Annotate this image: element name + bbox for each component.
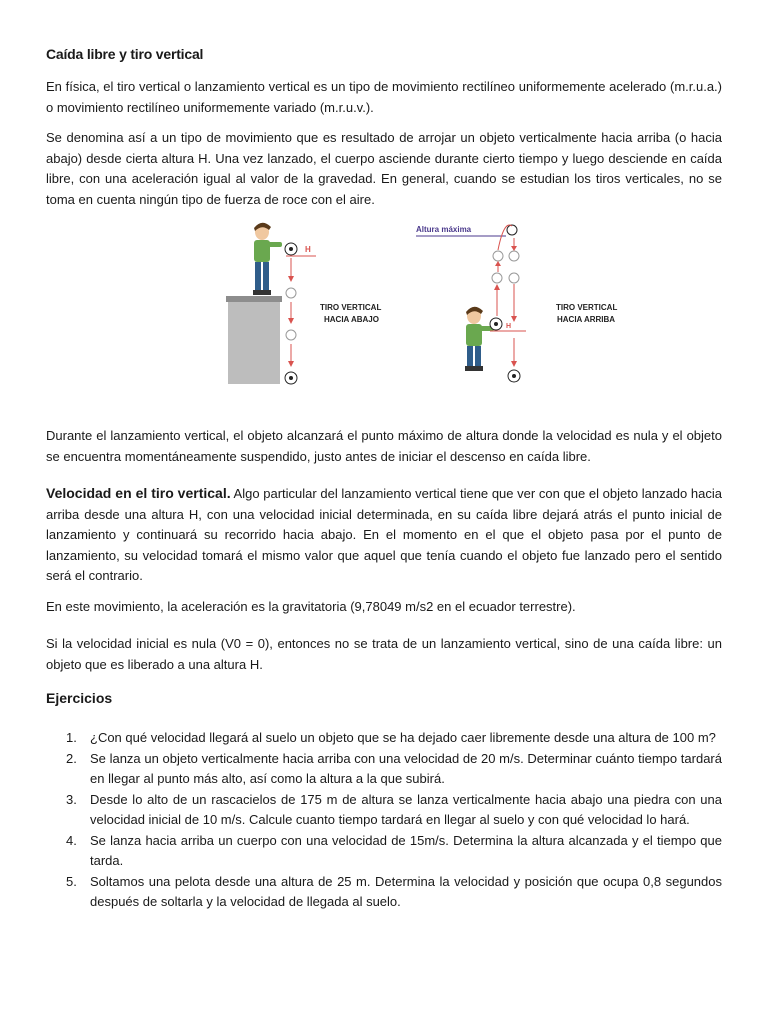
exercises-list <box>46 728 722 913</box>
label-tiro-abajo-1: TIRO VERTICAL <box>320 303 382 312</box>
exercise-item: 1. ¿Con qué velocidad llegará al suelo un objeto que se ha dejado caer libremente desde una altura de 100 m? <box>66 730 716 745</box>
exercise-item: 5. Soltamos una pelota desde una altura de 25 m. Determina la velocidad y posición que ocupa 0,8 segundos después de soltarla y la velocidad de llegada al suelo. <box>66 873 722 909</box>
arrows-up-right <box>494 261 501 316</box>
paragraph-intro: En física, el tiro vertical o lanzamiento vertical es un tipo de movimiento rectilíneo uniformemente acelerado (m.r.u.a.) o movimiento rectilíneo uniformemente variado (m.r.u.v.). <box>46 79 722 115</box>
exercises-heading: Ejercicios <box>46 690 113 706</box>
paragraph-definition: Se denomina así a un tipo de movimiento que es resultado de arrojar un objeto verticalmente hacia arriba (o hacia abajo) desde cierta altura H. Una vez lanzado, el cuerpo asciende durante cierto tiempo y luego desciende en caída libre, con una aceleración igual al valor de la gravedad. En general, cuando se estudian los tiros verticales, no se toma en cuenta ningún tipo de fuerza de roce con el aire. <box>46 130 722 207</box>
exercise-item: 3. Desde lo alto de un rascacielos de 175 m de altura se lanza verticalmente hacia abajo una piedra con una velocidad inicial de 10 m/s. Calcule cuanto tiempo tardará en llegar al suelo y con qué velocidad lo hará. <box>66 791 722 827</box>
h-label-right: H <box>506 323 512 330</box>
velocity-lead: Velocidad en el tiro vertical. <box>46 485 231 501</box>
label-tiro-abajo-2: HACIA ABAJO <box>324 315 379 324</box>
max-height-label: Altura máxima <box>416 225 472 234</box>
label-tiro-arriba-2: HACIA ARRIBA <box>557 315 616 324</box>
person-right-icon <box>465 307 494 371</box>
person-left-icon <box>253 223 282 295</box>
paragraph-max-height: Durante el lanzamiento vertical, el objeto alcanzará el punto máximo de altura donde la velocidad es nula y el objeto se encuentra momentáneamente suspendido, justo antes de iniciar el descenso en caída libre. <box>46 428 722 464</box>
arrows-down-left <box>288 258 294 367</box>
paragraph-free-fall: Si la velocidad inicial es nula (V0 = 0), entonces no se trata de un lanzamiento vertical, sino de una caída libre: un objeto que es liberado a una altura H. <box>46 636 722 672</box>
figure-illustration <box>216 218 636 390</box>
paragraph-velocity <box>46 483 722 587</box>
paragraph-acceleration: En este movimiento, la aceleración es la gravitatoria (9,78049 m/s2 en el ecuador terrestre). <box>46 599 576 614</box>
exercise-item: 2. Se lanza un objeto verticalmente hacia arriba con una velocidad de 20 m/s. Determinar cuánto tiempo tardará en llegar al punto más alto, así como la altura a la que subirá. <box>66 750 722 786</box>
document-title: Caída libre y tiro vertical <box>46 46 204 62</box>
velocity-text: Algo particular del lanzamiento vertical tiene que ver con que el objeto lanzado hacia arriba desde una altura H, con una velocidad inicial determinada, en su caída libre dejará atrás el punto inicial de lanzamiento y continuará su recorrido hacia abajo. En el momento en el que el objeto pasa por el punto de lanzamiento, su velocidad tomará el mismo valor que aquel que tenía cuando el objeto fue lanzado pero el sentido será el contrario. <box>46 486 723 583</box>
pedestal-top <box>226 296 282 302</box>
pedestal-body <box>228 300 280 384</box>
label-tiro-arriba-1: TIRO VERTICAL <box>556 303 618 312</box>
h-label-left: H <box>305 245 311 254</box>
exercise-item: 4. Se lanza hacia arriba un cuerpo con una velocidad de 15m/s. Determina la altura alcanzada y el tiempo que tarda. <box>66 832 722 868</box>
vertical-throw-figure <box>216 218 636 390</box>
